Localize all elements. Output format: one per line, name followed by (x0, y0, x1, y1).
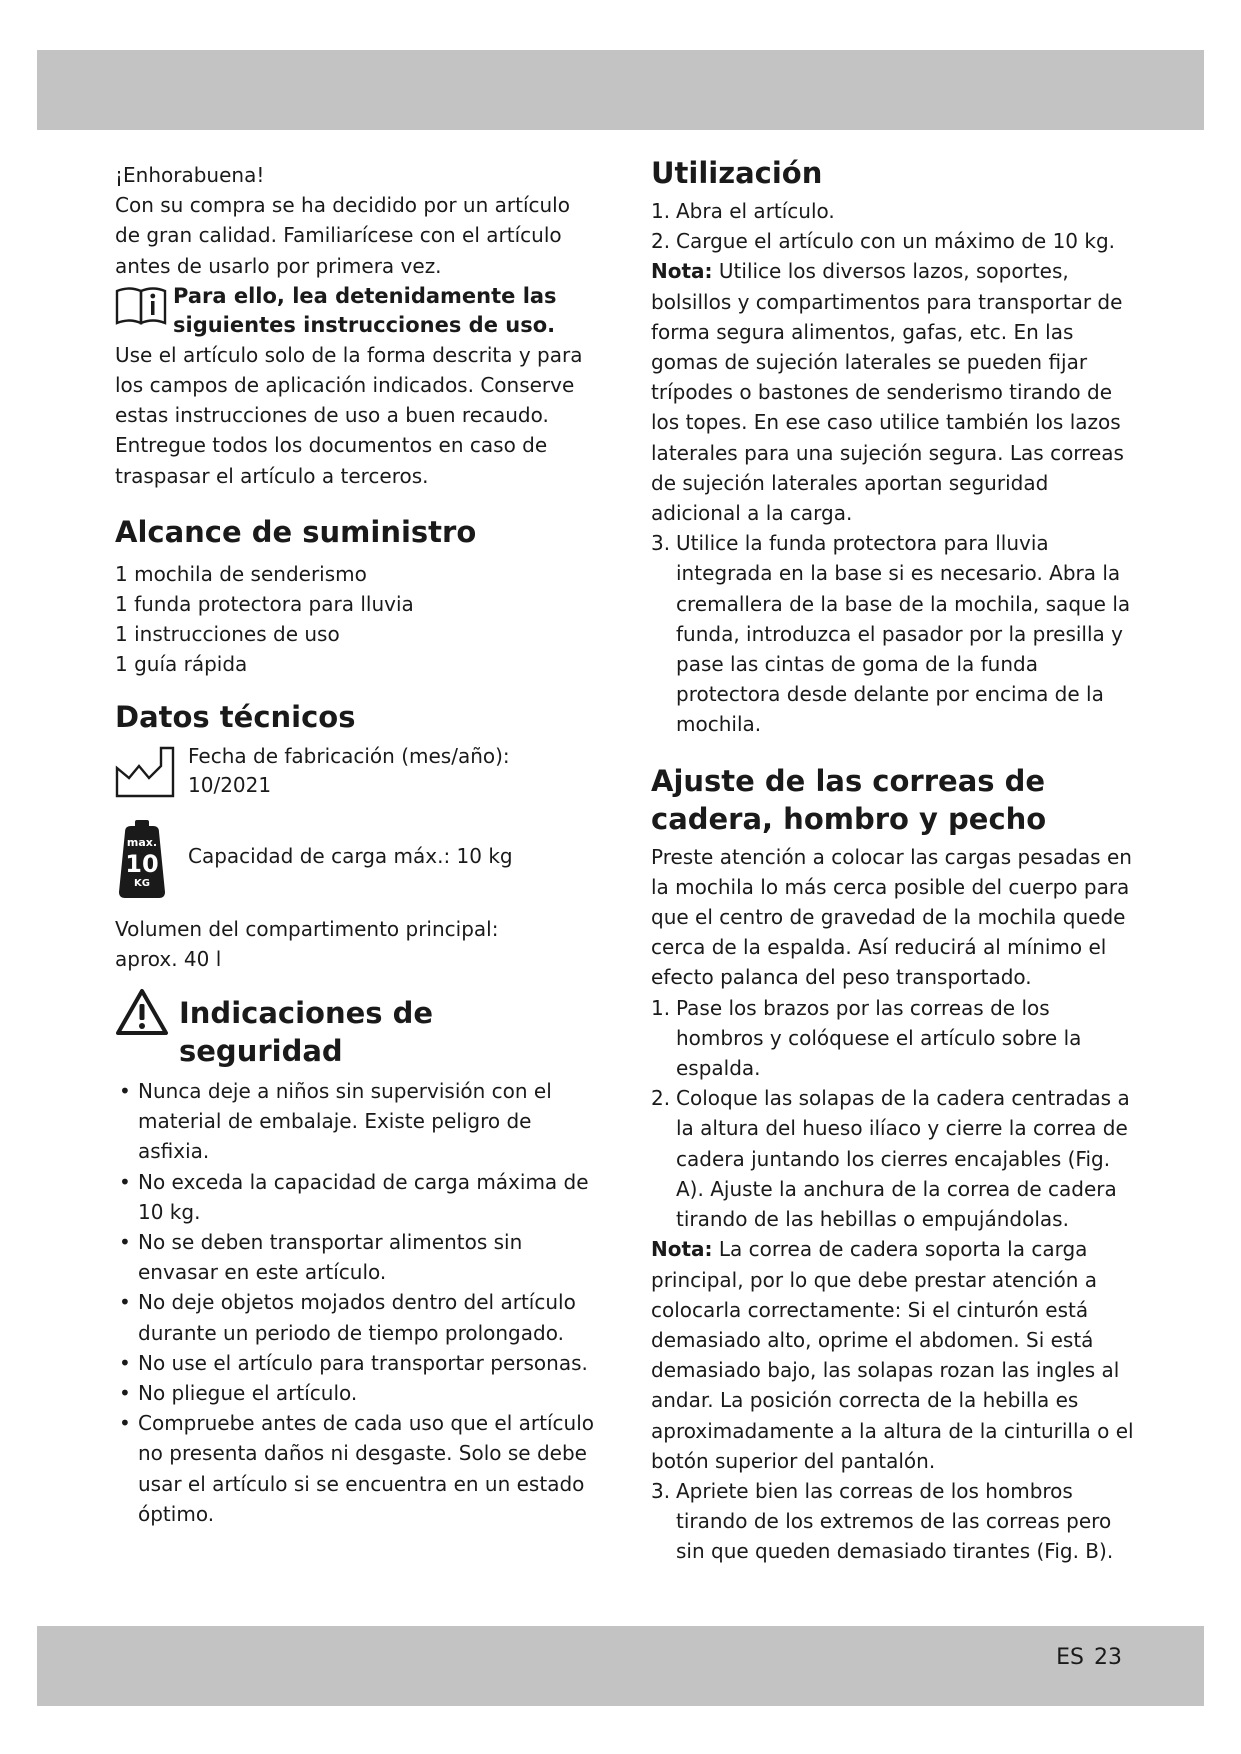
warning-icon (115, 988, 169, 1036)
list-item: • No pliegue el artículo. (115, 1378, 595, 1408)
tech-heading: Datos técnicos (115, 699, 356, 734)
adjust-step-3 (651, 1476, 1141, 1567)
list-item: • No use el artículo para transportar personas. (115, 1348, 595, 1378)
read-instructions-notice (115, 282, 595, 340)
step-text: Apriete bien las correas de los hombros tirando de los extremos de las correas pero sin que queden demasiado tirantes (Fig. B). (676, 1478, 1114, 1564)
list-item: • Compruebe antes de cada uso que el artículo no presenta daños ni desgaste. Solo se debe usar el artículo si se encuentra en un estado óptimo. (115, 1408, 595, 1529)
adjust-step-1 (651, 993, 1141, 1084)
step-number: 1. (651, 199, 671, 223)
scope-heading: Alcance de suministro (115, 514, 477, 549)
footer-band (37, 1626, 1204, 1706)
step-number: 1. (651, 995, 671, 1020)
safety-heading (115, 994, 595, 1070)
adjust-step-2 (651, 1083, 1141, 1234)
list-item: 1 funda protectora para lluvia (115, 592, 414, 617)
step-number: 3. (651, 1478, 671, 1503)
list-item: • No deje objetos mojados dentro del artículo durante un periodo de tiempo prolongado. (115, 1287, 595, 1347)
weight-icon-max: max. (126, 835, 158, 849)
adjust-intro: Preste atención a colocar las cargas pesadas en la mochila lo más cerca posible del cuerpo para que el centro de gravedad de la mochila quede cerca de la espalda. Así reducirá al mínimo el efecto palanca del peso transportado. (651, 844, 1132, 990)
capacity-text: Capacidad de carga máx.: 10 kg (188, 843, 513, 868)
list-item: • No exceda la capacidad de carga máxima de 10 kg. (115, 1167, 595, 1227)
step-text: Coloque las solapas de la cadera centradas a la altura del hueso ilíaco y cierre la correa de cadera juntando los cierres encajables (Fig. A). Ajuste la anchura de la correa de cadera tirando de las hebillas o empujándolas. (676, 1086, 1130, 1232)
adjust-heading: Ajuste de las correas de cadera, hombro y pecho (651, 763, 1047, 836)
step-text: Pase los brazos por las correas de los hombros y colóquese el artículo sobre la espalda. (676, 995, 1082, 1081)
list-item: • Nunca deje a niños sin supervisión con el material de embalaje. Existe peligro de asfixia. (115, 1076, 595, 1167)
list-item: 1 mochila de senderismo (115, 561, 367, 586)
manufacture-date (115, 742, 595, 800)
step-text: Abra el artículo. (676, 199, 835, 223)
use-step-3 (651, 528, 1141, 739)
list-item: 1 instrucciones de uso (115, 622, 340, 647)
greeting: ¡Enhorabuena! (115, 163, 265, 187)
adjust-note-text: La correa de cadera soporta la carga principal, por lo que debe prestar atención a colocarla correctamente: Si el cinturón está demasiado alto, oprime el abdomen. Si está demasiado bajo, las solapas rozan las ingles al andar. La posición correcta de la hebilla es aproximadamente a la altura de la cinturilla o el botón superior del pantalón. (651, 1237, 1134, 1473)
footer-language: ES (1056, 1645, 1084, 1670)
safety-list (115, 1076, 595, 1529)
use-step-2 (651, 226, 1141, 256)
use-heading: Utilización (651, 156, 823, 190)
factory-icon (115, 746, 175, 806)
step-number: 2. (651, 1086, 671, 1111)
weight-icon-unit: KG (134, 877, 150, 889)
right-column (651, 156, 1141, 1567)
use-step-1 (651, 196, 1141, 226)
weight-icon-number: 10 (125, 849, 159, 878)
volume-text: Volumen del compartimento principal: aprox. 40 l (115, 916, 499, 971)
left-column (115, 160, 595, 1529)
use-note (651, 256, 1141, 528)
step-number: 3. (651, 531, 671, 556)
step-number: 2. (651, 229, 671, 254)
notice-text: Para ello, lea detenidamente las siguientes instrucciones de uso. (173, 283, 557, 337)
max-load (115, 820, 595, 904)
manufacture-value: 10/2021 (188, 772, 272, 797)
scope-list (115, 559, 595, 680)
page-number: 23 (1094, 1645, 1122, 1670)
manufacture-label: Fecha de fabricación (mes/año): (188, 743, 510, 768)
use-note-text: Utilice los diversos lazos, soportes, bolsillos y compartimentos para transportar de forma segura alimentos, gafas, etc. En las gomas de sujeción laterales se pueden fijar trípodes o bastones de senderismo tirando de los topes. En ese caso utilice también los lazos laterales para una sujeción segura. Las correas de sujeción laterales aportan seguridad adicional a la carga. (651, 259, 1124, 526)
instruction-book-icon (115, 285, 167, 333)
step-text: Utilice la funda protectora para lluvia integrada en la base si es necesario. Abra la cremallera de la base de la mochila, saque la funda, introduzca el pasador por la presilla y pase las cintas de goma de la funda protectora desde delante por encima de la mochila. (676, 531, 1131, 737)
usage-paragraph: Use el artículo solo de la forma descrita y para los campos de aplicación indicados. Conserve estas instrucciones de uso a buen recaudo. Entregue todos los documentos en caso de traspasar el artículo a terceros. (115, 342, 583, 488)
safety-heading-text: Indicaciones de seguridad (179, 996, 434, 1069)
list-item: • No se deben transportar alimentos sin envasar en este artículo. (115, 1227, 595, 1287)
list-item: 1 guía rápida (115, 652, 248, 677)
weight-icon (115, 820, 169, 908)
intro-paragraph: Con su compra se ha decidido por un artículo de gran calidad. Familiarícese con el artículo antes de usarlo por primera vez. (115, 193, 570, 278)
note-label: Nota: (651, 259, 713, 284)
adjust-note (651, 1234, 1141, 1476)
step-text: Cargue el artículo con un máximo de 10 kg. (676, 229, 1116, 254)
header-band (37, 50, 1204, 130)
note-label: Nota: (651, 1237, 713, 1262)
